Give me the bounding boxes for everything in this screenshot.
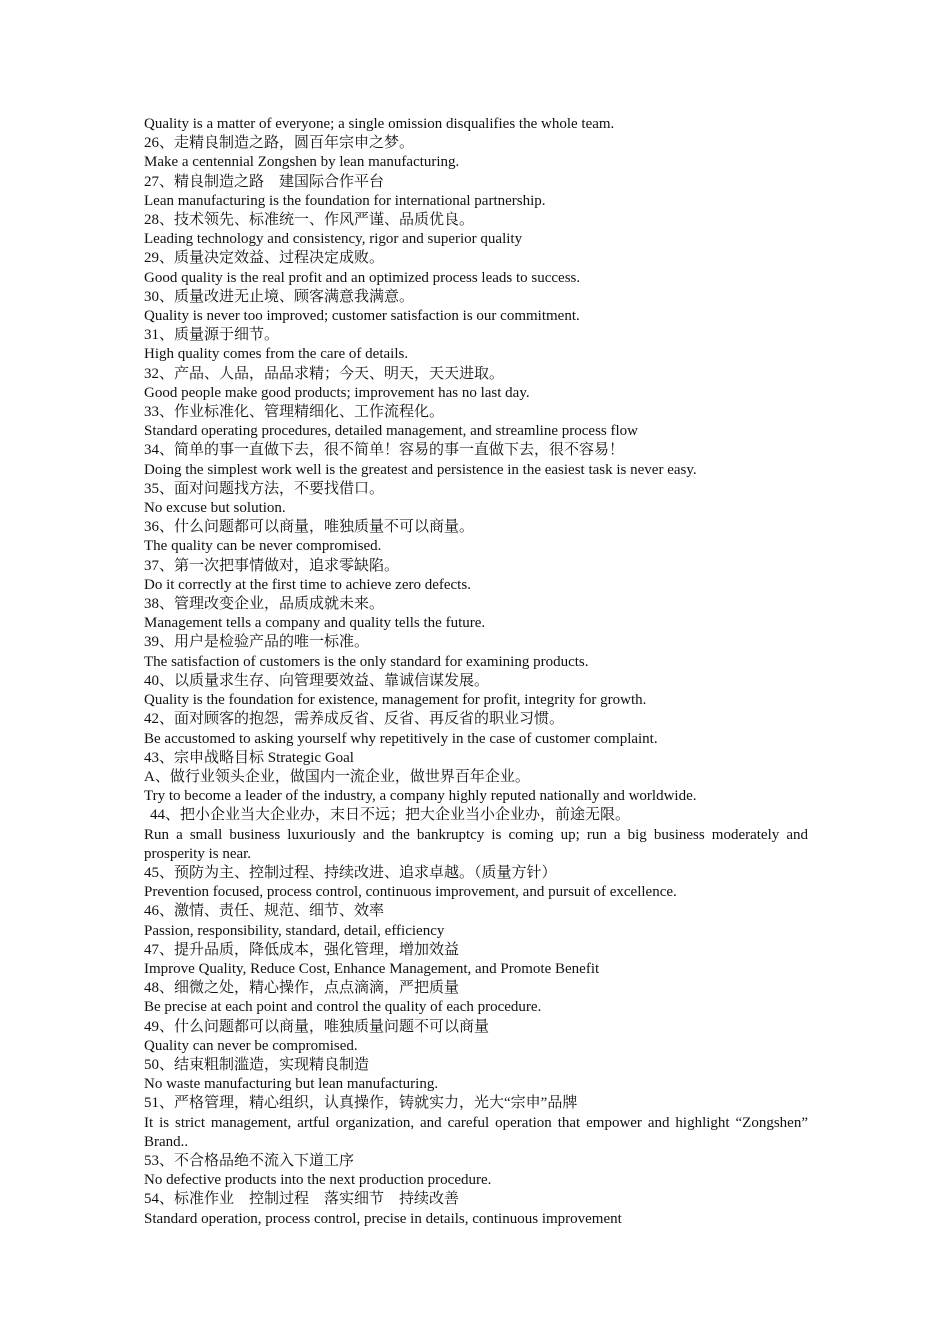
text-line: 28、技术领先、标准统一、作风严谨、品质优良。: [144, 212, 475, 229]
text-line: Be accustomed to asking yourself why repetitively in the case of customer complaint.: [144, 730, 658, 747]
text-line: 34、简单的事一直做下去，很不简单！容易的事一直做下去，很不容易！: [144, 442, 625, 459]
text-line: The satisfaction of customers is the only standard for examining products.: [144, 653, 589, 670]
text-line: Be precise at each point and control the quality of each procedure.: [144, 999, 542, 1016]
text-line: 53、不合格品绝不流入下道工序: [144, 1152, 355, 1169]
text-line: Lean manufacturing is the foundation for international partnership.: [144, 192, 546, 209]
text-line: 48、细微之处，精心操作，点点滴滴，严把质量: [144, 980, 460, 997]
text-line: Good people make good products; improvement has no last day.: [144, 384, 530, 401]
text-line: No waste manufacturing but lean manufacturing.: [144, 1076, 439, 1093]
text-line: 46、激情、责任、规范、细节、效率: [144, 903, 385, 920]
text-line: Passion, responsibility, standard, detail, efficiency: [144, 922, 445, 939]
text-line: Run a small business luxuriously and the bankruptcy is coming up; run a big business moderately and prosperity is near.: [144, 826, 808, 862]
text-line: Quality is the foundation for existence, management for profit, integrity for growth.: [144, 692, 647, 709]
text-line: 31、质量源于细节。: [144, 327, 280, 344]
text-line: 44、把小企业当大企业办，末日不远；把大企业当小企业办，前途无限。: [150, 807, 631, 824]
text-line: 49、什么问题都可以商量，唯独质量问题不可以商量: [144, 1018, 490, 1035]
text-line: 38、管理改变企业，品质成就未来。: [144, 596, 385, 613]
text-line: 37、第一次把事情做对，追求零缺陷。: [144, 557, 400, 574]
text-line: 45、预防为主、控制过程、持续改进、追求卓越。（质量方针）: [144, 864, 557, 881]
text-line: Prevention focused, process control, continuous improvement, and pursuit of excellence.: [144, 884, 677, 901]
text-line: Try to become a leader of the industry, a company highly reputed nationally and worldwide.: [144, 788, 697, 805]
text-line: Quality is never too improved; customer satisfaction is our commitment.: [144, 308, 580, 325]
text-line: 51、严格管理，精心组织，认真操作，铸就实力，光大“宗申”品牌: [144, 1095, 578, 1112]
text-line: No excuse but solution.: [144, 500, 286, 517]
text-line: 32、产品、人品，品品求精；今天、明天，天天进取。: [144, 365, 505, 382]
text-line: Standard operation, process control, precise in details, continuous improvement: [144, 1210, 622, 1227]
text-line: 42、面对顾客的抱怨，需养成反省、反省、再反省的职业习惯。: [144, 711, 565, 728]
text-line: 50、结束粗制滥造，实现精良制造: [144, 1056, 370, 1073]
text-line: 39、用户是检验产品的唯一标准。: [144, 634, 370, 651]
text-line: 26、走精良制造之路，圆百年宗申之梦。: [144, 135, 415, 152]
text-line: Management tells a company and quality tells the future.: [144, 615, 486, 632]
text-line: 30、质量改进无止境、顾客满意我满意。: [144, 288, 415, 305]
text-line: High quality comes from the care of details.: [144, 346, 409, 363]
text-line: A、做行业领头企业，做国内一流企业，做世界百年企业。: [144, 768, 530, 785]
text-line: No defective products into the next production procedure.: [144, 1172, 492, 1189]
text-line: 35、面对问题找方法，不要找借口。: [144, 480, 385, 497]
text-line: Do it correctly at the first time to achieve zero defects.: [144, 576, 471, 593]
text-line: 36、什么问题都可以商量，唯独质量不可以商量。: [144, 519, 475, 536]
text-line: 27、精良制造之路 建国际合作平台: [144, 173, 385, 190]
text-line: 47、提升品质，降低成本，强化管理，增加效益: [144, 941, 460, 958]
document-page: [144, 115, 808, 1229]
text-line: 29、质量决定效益、过程决定成败。: [144, 250, 385, 267]
text-line: Quality is a matter of everyone; a single omission disqualifies the whole team.: [144, 116, 615, 132]
text-line: Doing the simplest work well is the greatest and persistence in the easiest task is never easy.: [144, 461, 697, 478]
text-line: 43、宗申战略目标 Strategic Goal: [144, 749, 354, 766]
text-line: It is strict management, artful organization, and careful operation that empower and highlight “Zongshen” Brand..: [144, 1114, 808, 1150]
text-line: Standard operating procedures, detailed management, and streamline process flow: [144, 423, 638, 440]
text-line: Improve Quality, Reduce Cost, Enhance Management, and Promote Benefit: [144, 960, 600, 977]
text-line: 54、标准作业 控制过程 落实细节 持续改善: [144, 1191, 460, 1208]
text-line: 40、以质量求生存、向管理要效益、靠诚信谋发展。: [144, 672, 490, 689]
text-line: Make a centennial Zongshen by lean manufacturing.: [144, 154, 460, 171]
text-line: Good quality is the real profit and an optimized process leads to success.: [144, 269, 581, 286]
text-line: The quality can be never compromised.: [144, 538, 382, 555]
text-line: Leading technology and consistency, rigor and superior quality: [144, 231, 523, 248]
text-line: Quality can never be compromised.: [144, 1037, 358, 1054]
text-line: 33、作业标准化、管理精细化、工作流程化。: [144, 404, 445, 421]
